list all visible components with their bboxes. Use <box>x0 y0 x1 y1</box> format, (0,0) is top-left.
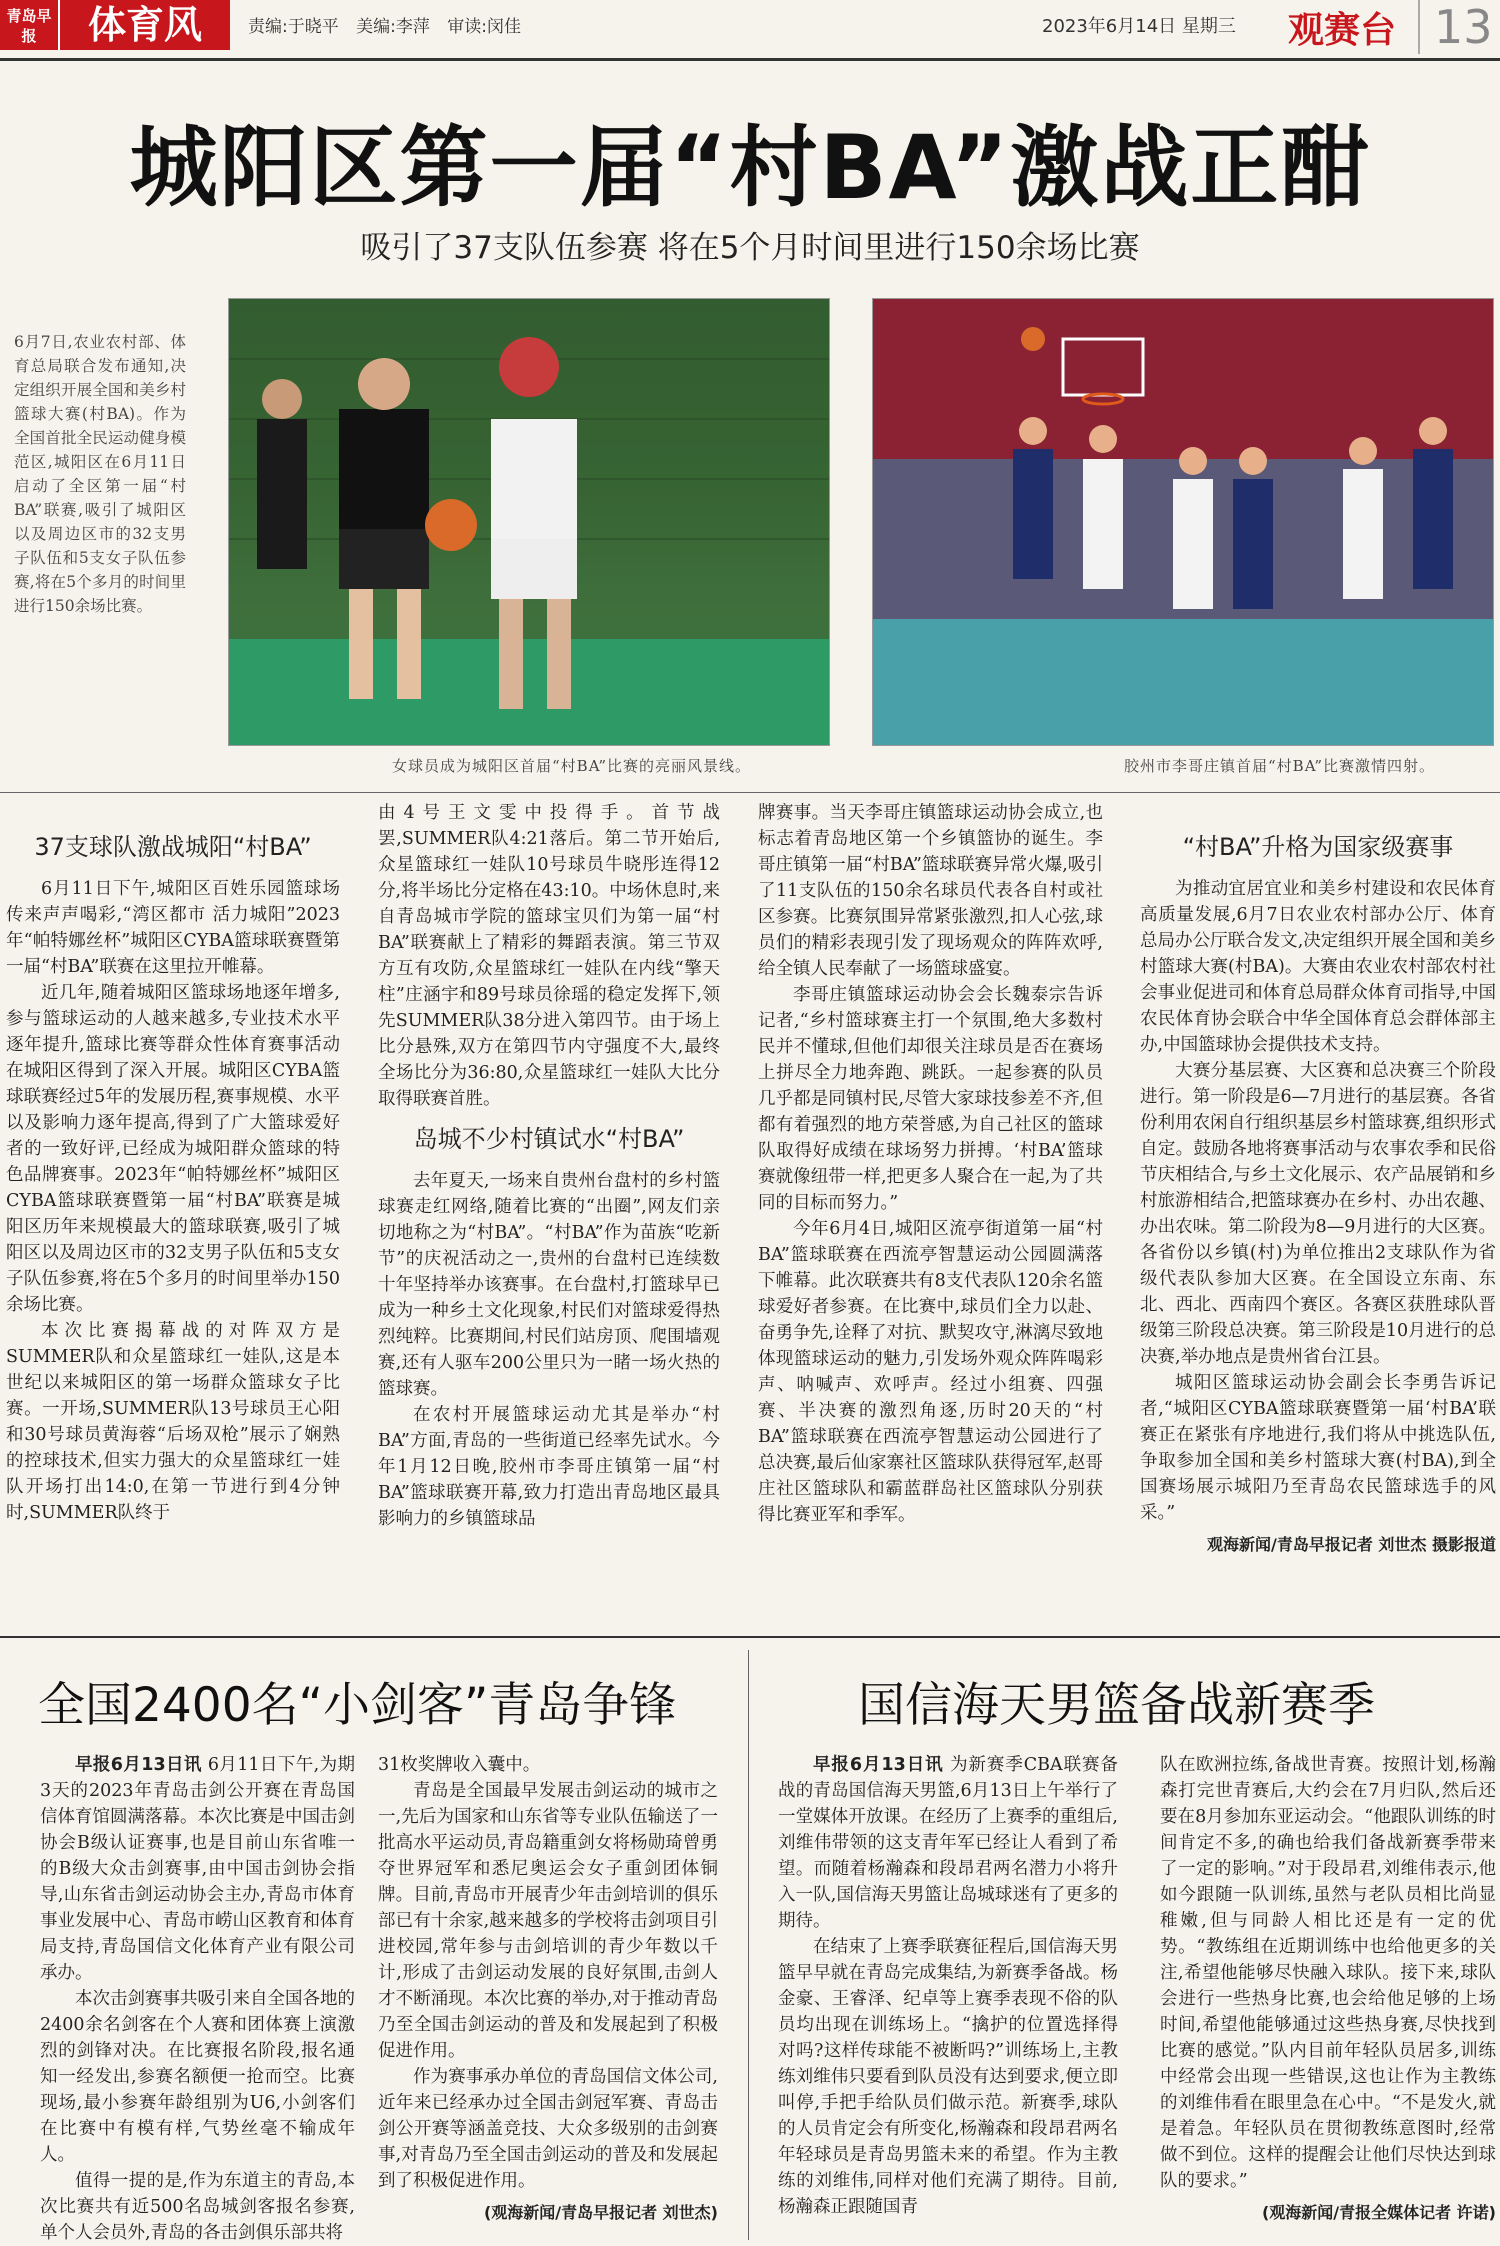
story2-paragraph: 在农村开展篮球运动尤其是举办“村BA”方面,青岛的一些街道已经率先试水。今年1月12日晚,胶州市李哥庄镇第一届“村BA”篮球联赛开幕,致力打造出青岛地区最具影响力的乡镇篮球品 <box>378 1405 720 1529</box>
women-basketball-photo <box>228 298 830 746</box>
story3-paragraph: 为推动宜居宜业和美乡村建设和农民体育高质量发展,6月7日农业农村部办公厅、体育总局办公厅联合发文,决定组织开展全国和美乡村篮球大赛(村BA)。大赛由农业农村部农村社会事业促进司和体育总局群众体育司指导,中国农民体育协会联合中华全国体育总会群体部主办,中国篮球协会提供技术支持。 <box>1140 879 1496 1055</box>
basketball-paragraph: 在结束了上赛季联赛征程后,国信海天男篮早早就在青岛完成集结,为新赛季备战。杨金豪、王睿泽、纪卓等上赛季表现不俗的队员均出现在训练场上。“擒护的位置选择得对吗?这样传球能不被断吗?”训练场上,主教练刘维伟只要看到队员没有达到要求,便立即叫停,手把手给队员们做示范。新赛季,球队的人员肯定会有所变化,杨瀚森和段昂君两名年轻球员是青岛男篮未来的希望。作为主教练的刘维伟,同样对他们充满了期待。目前,杨瀚森正跟随国青 <box>778 1937 1118 2217</box>
photo-divider <box>0 792 1500 793</box>
fencing-dateline: 早报6月13日讯 <box>75 1755 202 1775</box>
basketball-headline: 国信海天男篮备战新赛季 <box>858 1678 1375 1733</box>
story1-paragraph: 近几年,随着城阳区篮球场地逐年增多,参与篮球运动的人越来越多,专业技术水平逐年提升,篮球比赛等群众性体育赛事活动在城阳区得到了深入开展。城阳区CYBA篮球联赛经过5年的发展历程,赛事规模、水平以及影响力逐年提高,得到了广大篮球爱好者的一致好评,已经成为城阳群众篮球的特色品牌赛事。2023年“帕特娜丝杯”城阳区CYBA篮球联赛暨第一届“村BA”联赛是城阳区历年来规模最大的篮球联赛,吸引了城阳区以及周边区市的32支男子队伍和5支女子队伍参赛,将在5个多月的时间里举办150余场比赛。 <box>6 983 340 1315</box>
chief-editor: 责编:于晓平 <box>248 17 339 37</box>
story2-continuation: 李哥庄镇篮球运动协会会长魏泰宗告诉记者,“乡村篮球赛主打一个氛围,绝大多数村民并不懂球,但他们却很关注球员是否在赛场上拼尽全力地奔跑、跳跃。一起参赛的队员几乎都是同镇村民,尽管大家球技参差不齐,但都有着强烈的地方荣誉感,为自己社区的篮球队取得好成绩在球场努力拼搏。‘村BA’篮球赛就像纽带一样,把更多人聚合在一起,为了共同的目标而努力。” <box>758 985 1103 1213</box>
editor-credits <box>248 12 533 37</box>
basketball-continuation: 队在欧洲拉练,备战世青赛。按照计划,杨瀚森打完世青赛后,大约会在7月归队,然后还要在8月参加东亚运动会。“他跟队训练的时间肯定不多,的确也给我们备战新赛季带来了一定的影响。”对于段昂君,刘维伟表示,他如今跟随一队训练,虽然与老队员相比尚显稚嫩,但与同龄人相比还是有一定的优势。“教练组在近期训练中也给他更多的关注,希望他能够尽快融入球队。接下来,球队会进行一些热身比赛,也会给他足够的上场时间,希望他能够通过这些热身赛,尽快找到比赛的感觉。”队内目前年轻队员居多,训练中经常会出现一些错误,这也让作为主教练的刘维伟看在眼里急在心中。“不是发火,就是着急。年轻队员在贯彻教练意图时,经常做不到位。这样的提醒会让他们尽快达到球队的要求。” <box>1160 1755 1496 2191</box>
section-divider <box>0 1636 1500 1638</box>
lead-paragraph: 6月7日,农业农村部、体育总局联合发布通知,决定组织开展全国和美乡村篮球大赛(村BA)。作为全国首批全民运动健身模范区,城阳区在6月11日启动了全区第一届“村BA”联赛,吸引了城阳区以及周边区市的32支男子队伍和5支女子队伍参赛,将在5个多月的时间里进行150余场比赛。 <box>14 333 186 615</box>
fencing-paragraph: 本次击剑赛事共吸引来自全国各地的2400余名剑客在个人赛和团体赛上演激烈的剑锋对决。在比赛报名阶段,报名通知一经发出,参赛名额便一抢而空。比赛现场,最小参赛年龄组别为U6,小剑客们在比赛中有模有样,气势丝毫不输成年人。 <box>40 1989 355 2165</box>
story2-continuation: 今年6月4日,城阳区流亭街道第一届“村BA”篮球联赛在西流亭智慧运动公园圆满落下帷幕。此次联赛共有8支代表队120余名篮球爱好者参赛。在比赛中,球员们全力以赴、奋勇争先,诠释了对抗、默契攻守,淋漓尽致地体现篮球运动的魅力,引发场外观众阵阵喝彩声、呐喊声、欢呼声。经过小组赛、四强赛、半决赛的激烈角逐,历时20天的“村BA”篮球联赛在西流亭智慧运动公园进行了总决赛,最后仙家寨社区篮球队获得冠军,赵哥庄社区篮球队和霸蓝群岛社区篮球队分别获得比赛亚军和季军。 <box>758 1219 1103 1525</box>
story3-paragraph: 城阳区篮球运动协会副会长李勇告诉记者,“城阳区CYBA篮球联赛暨第一届‘村BA’联赛正在紧张有序地进行,我们将从中挑选队伍,争取参加全国和美乡村篮球大赛(村BA),到全国赛场展示城阳乃至青岛农民篮球选手的风采。” <box>1140 1373 1496 1523</box>
issue-date: 2023年6月14日 星期三 <box>1042 16 1236 37</box>
story1-continuation: 由4号王文雯中投得手。首节战罢,SUMMER队4:21落后。第二节开始后,众星篮球红一娃队10号球员牛晓彤连得12分,将半场比分定格在43:10。中场休息时,来自青岛城市学院的篮球宝贝们为第一届“村BA”联赛献上了精彩的舞蹈表演。第三节双方互有攻防,众星篮球红一娃队在内线“擎天柱”庄涵宇和89号球员徐瑶的稳定发挥下,领先SUMMER队38分进入第四节。由于场上比分悬殊,双方在第四节内守强度不大,最终全场比分为36:80,众星篮球红一娃队大比分取得联赛首胜。 <box>378 803 720 1109</box>
masthead-divider <box>0 58 1500 61</box>
fencing-byline: (观海新闻/青岛早报记者 刘世杰) <box>483 2203 718 2222</box>
page-number: 13 <box>1418 0 1493 54</box>
story3-paragraph: 大赛分基层赛、大区赛和总决赛三个阶段进行。第一阶段是6—7月进行的基层赛。各省份利用农闲自行组织基层乡村篮球赛,组织形式自定。鼓励各地将赛事活动与农事农季和民俗节庆相结合,与乡土文化展示、农产品展销和乡村旅游相结合,把篮球赛办在乡村、办出农趣、办出农味。第二阶段为8—9月进行的大区赛。各省份以乡镇(村)为单位推出2支球队作为省级代表队参加大区赛。在全国设立东南、东北、西北、西南四个赛区。各赛区获胜球队晋级第三阶段总决赛。第三阶段是10月进行的总决赛,举办地点是贵州省台江县。 <box>1140 1061 1496 1367</box>
basketball-column-1 <box>778 1752 1118 2220</box>
story2-column <box>378 800 720 1532</box>
story2-continuation: 牌赛事。当天李哥庄镇篮球运动协会成立,也标志着青岛地区第一个乡镇篮协的诞生。李哥庄镇第一届“村BA”篮球联赛异常火爆,吸引了11支队伍的150余名球员代表各自村或社区参赛。比赛氛围异常紧张激烈,扣人心弦,球员们的精彩表现引发了现场观众的阵阵欢呼,给全镇人民奉献了一场篮球盛宴。 <box>758 803 1103 979</box>
sub-headline: 吸引了37支队伍参赛 将在5个月时间里进行150余场比赛 <box>360 230 1140 266</box>
basketball-dateline: 早报6月13日讯 <box>813 1755 944 1775</box>
story2-paragraph: 去年夏天,一场来自贵州台盘村的乡村篮球赛走红网络,随着比赛的“出圈”,网友们亲切地称之为“村BA”。“村BA”作为苗族“吃新节”的庆祝活动之一,贵州的台盘村已连续数十年坚持举办该赛事。在台盘村,打篮球早已成为一种乡土文化现象,村民们对篮球爱得热烈纯粹。比赛期间,村民们站房顶、爬围墙观赛,还有人驱车200公里只为一睹一场火热的篮球赛。 <box>378 1171 720 1399</box>
village-basketball-photo <box>872 298 1494 746</box>
fencing-continuation: 作为赛事承办单位的青岛国信文体公司,近年来已经承办过全国击剑冠军赛、青岛击剑公开赛等涵盖竞技、大众多级别的击剑赛事,对青岛乃至全国击剑运动的普及和发展起到了积极促进作用。 <box>378 2067 718 2191</box>
fencing-column-2 <box>378 1752 718 2226</box>
story2-continuation-column <box>758 800 1103 1528</box>
story1-paragraph: 本次比赛揭幕战的对阵双方是SUMMER队和众星篮球红一娃队,这是本世纪以来城阳区的第一场群众篮球女子比赛。一开场,SUMMER队13号球员王心阳和30号球员黄海蓉“后场双枪”展示了娴熟的控球技术,但实力强大的众星篮球红一娃队开场打出14:0,在第一节进行到4分钟时,SUMMER队终于 <box>6 1321 340 1523</box>
fencing-continuation: 青岛是全国最早发展击剑运动的城市之一,先后为国家和山东省等专业队伍输送了一批高水平运动员,青岛籍重剑女将杨勋琦曾勇夺世界冠军和悉尼奥运会女子重剑团体铜牌。目前,青岛市开展青少年击剑培训的俱乐部已有十余家,越来越多的学校将击剑项目引进校园,常年参与击剑培训的青少年数以千计,形成了击剑运动发展的良好氛围,击剑人才不断涌现。本次比赛的举办,对于推动青岛乃至全国击剑运动的普及和发展起到了积极促进作用。 <box>378 1781 718 2061</box>
story1-heading: 37支球队激战城阳“村BA” <box>34 833 312 861</box>
village-basketball-illustration <box>873 299 1493 745</box>
story3-byline: 观海新闻/青岛早报记者 刘世杰 摄影报道 <box>1207 1535 1496 1554</box>
fencing-column-1 <box>40 1752 355 2246</box>
story3-heading: “村BA”升格为国家级赛事 <box>1182 833 1454 861</box>
basketball-column-2 <box>1160 1752 1496 2226</box>
basketball-byline: (观海新闻/青报全媒体记者 许诺) <box>1261 2203 1496 2222</box>
fencing-paragraph: 6月11日下午,为期3天的2023年青岛击剑公开赛在青岛国信体育馆圆满落幕。本次比赛是中国击剑协会B级认证赛事,也是目前山东省唯一的B级大众击剑赛事,由中国击剑协会指导,山东省击剑运动协会主办,青岛市体育事业发展中心、青岛市崂山区教育和体育局支持,青岛国信文化体育产业有限公司承办。 <box>40 1755 355 1983</box>
newspaper-logo: 青岛早报 <box>0 0 58 50</box>
section-title: 体育风 <box>58 0 230 50</box>
story2-heading: 岛城不少村镇试水“村BA” <box>413 1125 685 1153</box>
lower-column-divider <box>748 1650 749 2240</box>
story1-paragraph: 6月11日下午,城阳区百姓乐园篮球场传来声声喝彩,“湾区都市 活力城阳”2023年“帕特娜丝杯”城阳区CYBA篮球联赛暨第一届“村BA”联赛在这里拉开帷幕。 <box>6 879 340 977</box>
proofreader: 审读:闵佳 <box>447 17 522 37</box>
fencing-headline: 全国2400名“小剑客”青岛争锋 <box>38 1678 677 1733</box>
basketball-paragraph: 为新赛季CBA联赛备战的青岛国信海天男篮,6月13日上午举行了一堂媒体开放课。在经历了上赛季的重组后,刘维伟带领的这支青年军已经让人看到了希望。而随着杨瀚森和段昂君两名潜力小将升入一队,国信海天男篮让岛城球迷有了更多的期待。 <box>778 1755 1118 1931</box>
fencing-paragraph: 值得一提的是,作为东道主的青岛,本次比赛共有近500名岛城剑客报名参赛,单个人会员外,青岛的各击剑俱乐部共将 <box>40 2171 355 2243</box>
main-headline: 城阳区第一届“村BA”激战正酣 <box>129 116 1371 219</box>
fencing-continuation: 31枚奖牌收入囊中。 <box>378 1755 541 1775</box>
art-editor: 美编:李萍 <box>356 17 430 37</box>
story3-column <box>1140 820 1496 1558</box>
left-photo-caption: 女球员成为城阳区首届“村BA”比赛的亮丽风景线。 <box>392 757 751 775</box>
story1-column <box>6 820 340 1526</box>
column-name: 观赛台 <box>1288 10 1397 51</box>
right-photo-caption: 胶州市李哥庄镇首届“村BA”比赛激情四射。 <box>1124 757 1435 775</box>
women-basketball-illustration <box>229 299 829 745</box>
